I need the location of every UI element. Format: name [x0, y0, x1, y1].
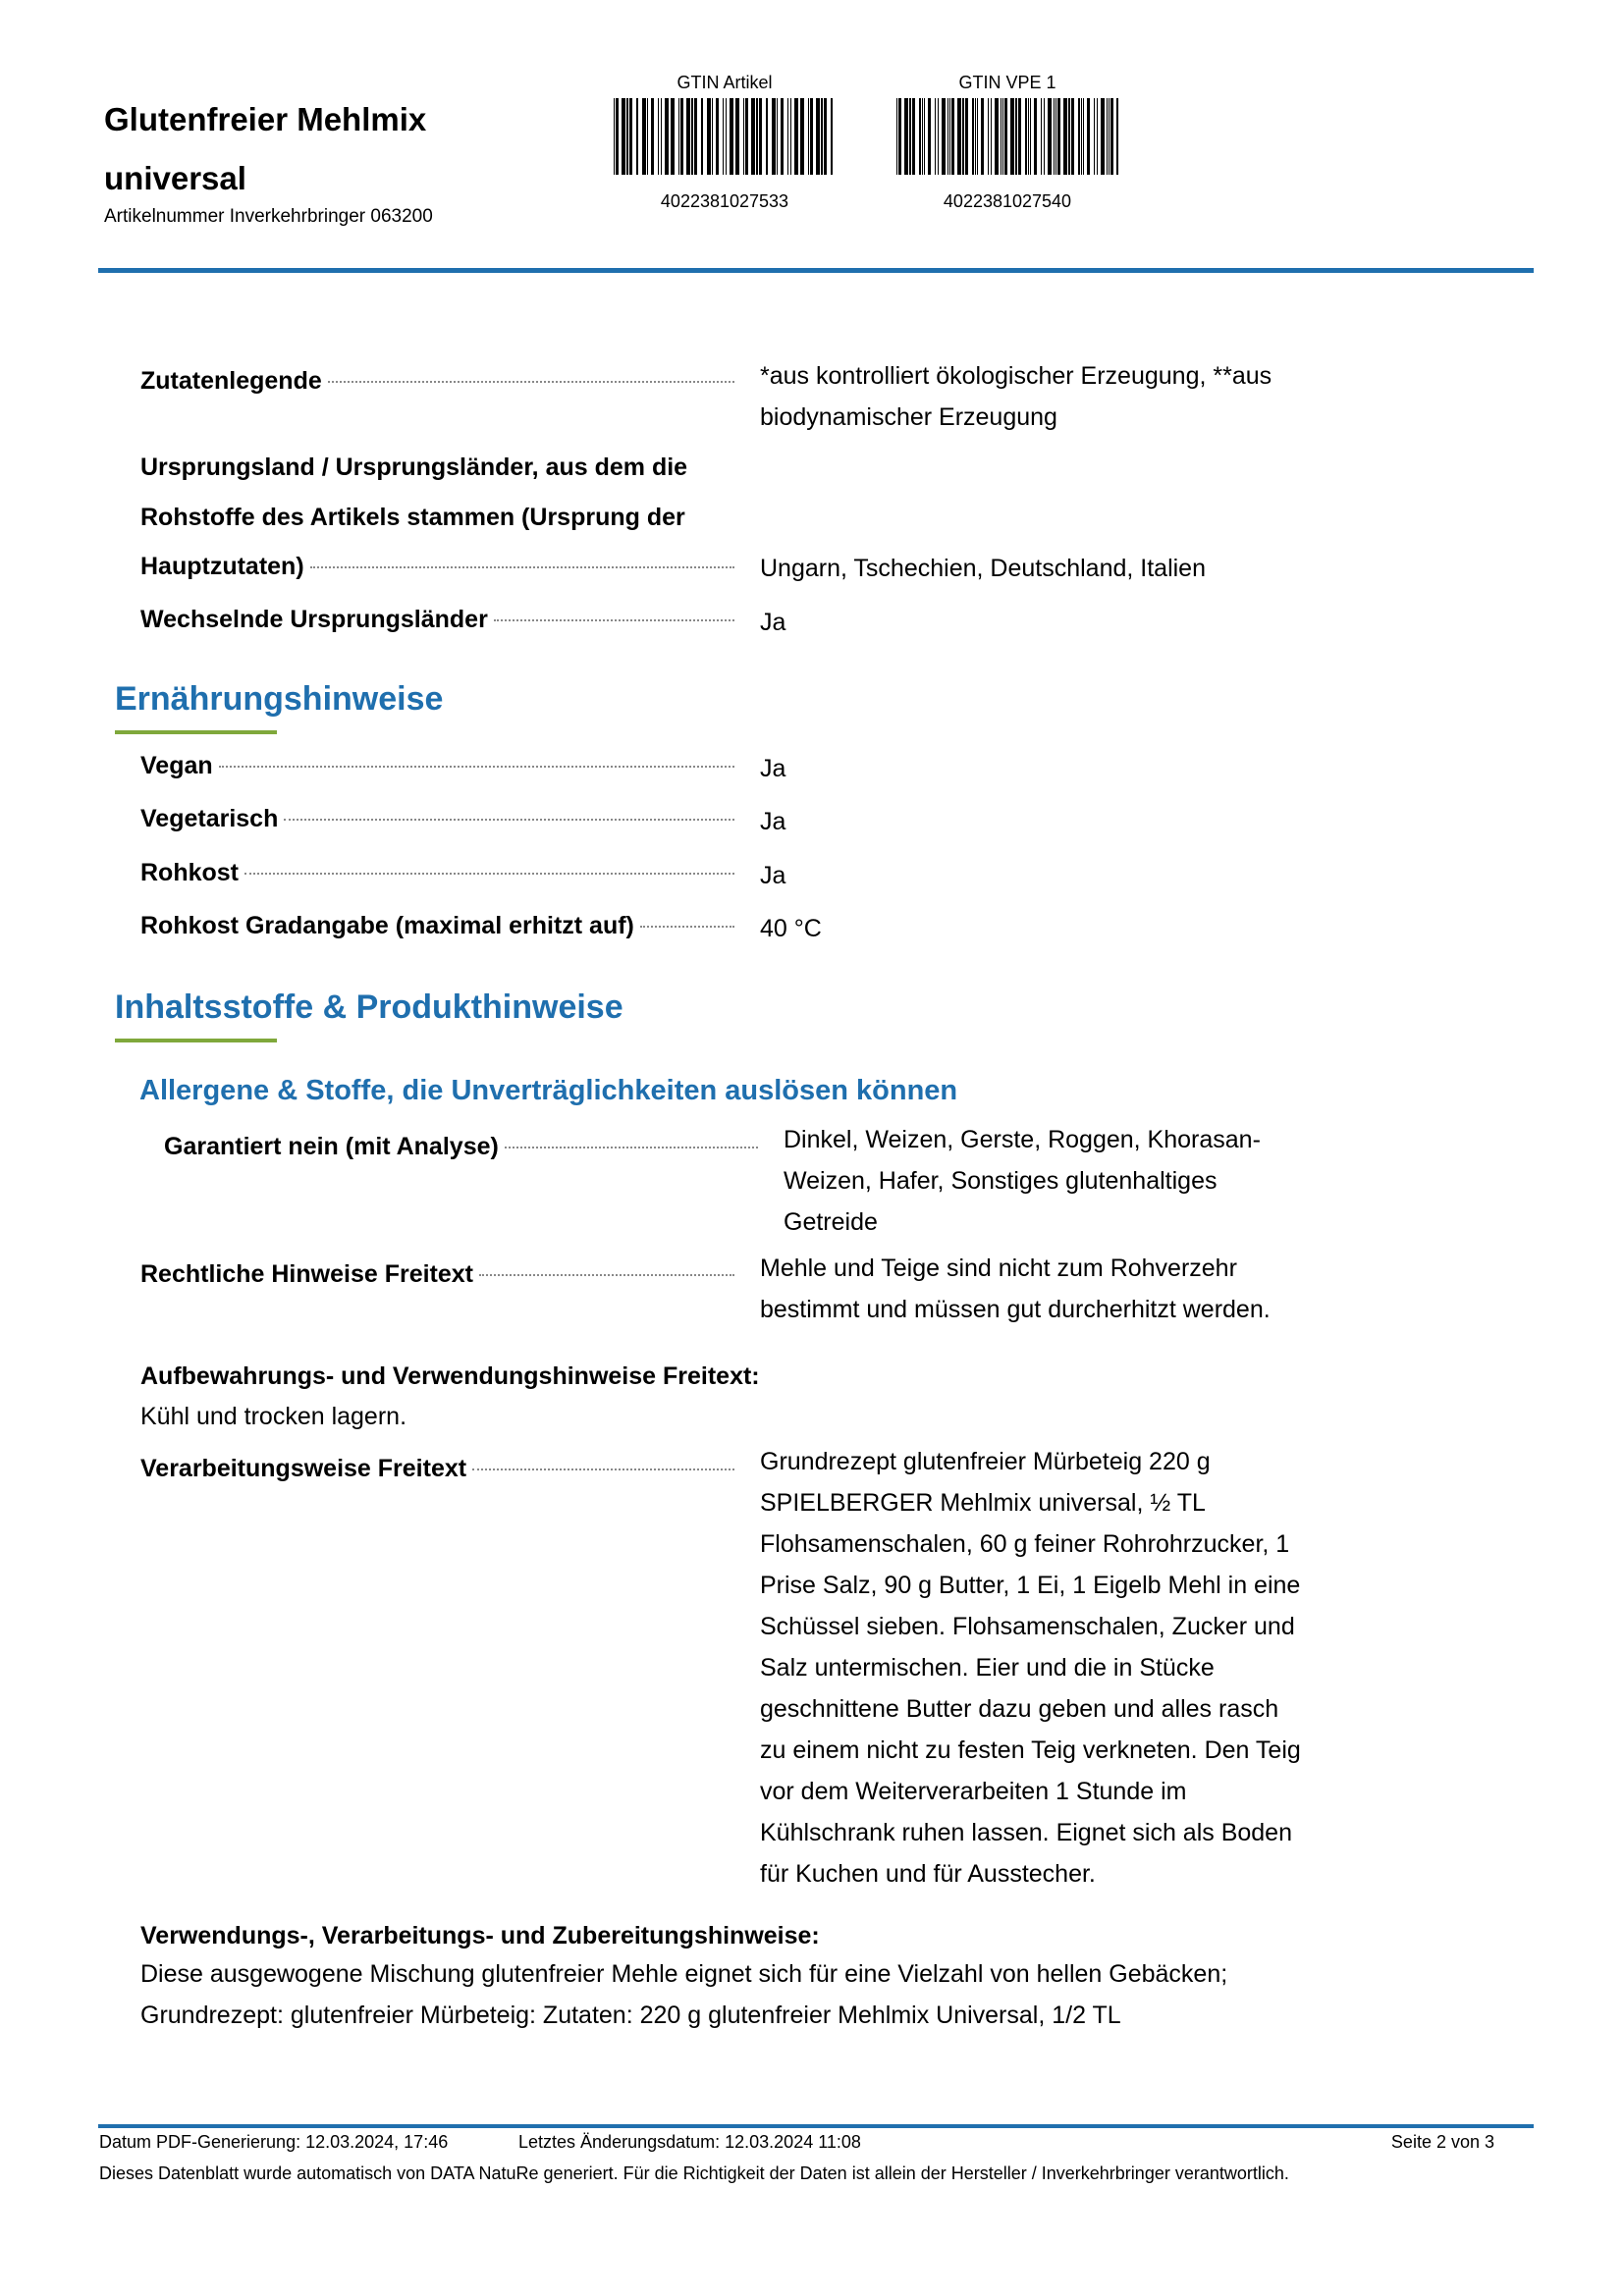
footer-divider: [98, 2124, 1534, 2128]
origin-country-label-row: [140, 550, 734, 583]
processing-line: Salz untermischen. Eier und die in Stücke: [760, 1654, 1215, 1682]
dot-leader: [284, 819, 734, 821]
guaranteed-free-label: Garantiert nein (mit Analyse): [164, 1133, 499, 1160]
processing-row: [140, 1452, 734, 1485]
header-divider: [98, 268, 1534, 273]
nutrition-heading: Ernährungshinweise: [115, 680, 444, 718]
origin-country-label: [140, 443, 690, 543]
processing-line: geschnittene Butter dazu geben und alles rasch: [760, 1695, 1279, 1723]
dot-leader: [640, 926, 734, 928]
nutrition-row: [140, 749, 734, 782]
origin-country-label-line3: Hauptzutaten): [140, 553, 304, 580]
processing-value: [760, 1441, 1349, 1895]
ingredients-heading-underline: [115, 1039, 277, 1042]
nutrition-heading-underline: [115, 730, 277, 734]
article-number: Artikelnummer Inverkehrbringer 063200: [104, 206, 433, 227]
nutrition-value-vegetarian: Ja: [760, 808, 786, 835]
nutrition-label-vegan: Vegan: [140, 752, 213, 779]
processing-line: Flohsamenschalen, 60 g feiner Rohrohrzucker, 1: [760, 1530, 1290, 1558]
guaranteed-free-value-line1: Dinkel, Weizen, Gerste, Roggen, Khorasan-: [784, 1126, 1261, 1153]
processing-line: zu einem nicht zu festen Teig verkneten. Den Teig: [760, 1736, 1301, 1764]
ingredients-heading: Inhaltsstoffe & Produkthinweise: [115, 988, 623, 1026]
product-title: [104, 90, 536, 208]
processing-line: Kühlschrank ruhen lassen. Eignet sich als Boden: [760, 1819, 1292, 1846]
processing-line: für Kuchen und für Ausstecher.: [760, 1860, 1096, 1888]
barcode-vpe-label: GTIN VPE 1: [958, 73, 1056, 92]
dot-leader: [328, 381, 734, 383]
processing-line: Schüssel sieben. Flohsamenschalen, Zucker und: [760, 1613, 1295, 1640]
dot-leader: [472, 1468, 734, 1470]
legal-notes-value: [760, 1248, 1349, 1330]
guaranteed-free-value-line2: Weizen, Hafer, Sonstiges glutenhaltiges: [784, 1167, 1218, 1195]
nutrition-value-raw-degree: 40 °C: [760, 915, 822, 942]
legend-label: Zutatenlegende: [140, 367, 322, 395]
legend-value-line1: *aus kontrolliert ökologischer Erzeugung, **aus: [760, 362, 1272, 390]
guaranteed-free-row: [164, 1130, 758, 1163]
dot-leader: [479, 1274, 734, 1276]
legal-notes-value-line1: Mehle und Teige sind nicht zum Rohverzehr: [760, 1255, 1237, 1282]
origin-country-label-line2: Rohstoffe des Artikels stammen (Ursprung der: [140, 504, 685, 531]
legend-value: [760, 355, 1349, 438]
barcode-article-number: 4022381027533: [660, 191, 789, 211]
usage-value-line1: Diese ausgewogene Mischung glutenfreier Mehle eignet sich für eine Vielzahl von hellen Gebäcken;: [140, 1960, 1228, 1988]
dot-leader: [494, 619, 734, 621]
barcode-article-label: GTIN Artikel: [677, 73, 773, 92]
changing-origin-row: [140, 603, 734, 636]
usage-value-line2: Grundrezept: glutenfreier Mürbeteig: Zutaten: 220 g glutenfreier Mehlmix Universal, 1/2 TL: [140, 2002, 1121, 2029]
storage-value: Kühl und trocken lagern.: [140, 1403, 407, 1430]
storage-label: Aufbewahrungs- und Verwendungshinweise Freitext:: [140, 1362, 760, 1390]
product-title-line2: universal: [104, 160, 246, 196]
nutrition-value-raw: Ja: [760, 862, 786, 889]
nutrition-label-raw-degree: Rohkost Gradangabe (maximal erhitzt auf): [140, 912, 634, 939]
footer-generated-date: Datum PDF-Generierung: 12.03.2024, 17:46: [99, 2132, 449, 2152]
nutrition-row: [140, 802, 734, 835]
processing-label: Verarbeitungsweise Freitext: [140, 1455, 467, 1482]
dot-leader: [219, 766, 734, 768]
guaranteed-free-value: [784, 1119, 1373, 1243]
processing-line: SPIELBERGER Mehlmix universal, ½ TL: [760, 1489, 1206, 1517]
legend-label-row: [140, 364, 734, 398]
legal-notes-value-line2: bestimmt und müssen gut durcherhitzt werden.: [760, 1296, 1271, 1323]
dot-leader: [310, 566, 734, 568]
guaranteed-free-value-line3: Getreide: [784, 1208, 878, 1236]
nutrition-label-vegetarian: Vegetarisch: [140, 805, 279, 832]
changing-origin-label: Wechselnde Ursprungsländer: [140, 606, 488, 633]
barcode-vpe-icon: [894, 98, 1120, 175]
dot-leader: [244, 873, 734, 875]
changing-origin-value: Ja: [760, 609, 786, 636]
footer-changed-date: Letztes Änderungsdatum: 12.03.2024 11:08: [518, 2132, 861, 2152]
nutrition-row: [140, 909, 734, 942]
origin-country-label-line1: Ursprungsland / Ursprungsländer, aus dem die: [140, 454, 688, 481]
footer-disclaimer: Dieses Datenblatt wurde automatisch von DATA NatuRe generiert. Für die Richtigkeit der Daten ist allein der Hersteller / Inverkehrbringer verantwortlich.: [99, 2163, 1289, 2183]
processing-line: vor dem Weiterverarbeiten 1 Stunde im: [760, 1778, 1187, 1805]
usage-label: Verwendungs-, Verarbeitungs- und Zubereitungshinweise:: [140, 1922, 820, 1949]
nutrition-label-raw: Rohkost: [140, 859, 239, 886]
nutrition-row: [140, 856, 734, 889]
origin-country-value: Ungarn, Tschechien, Deutschland, Italien: [760, 555, 1206, 582]
barcode-vpe-number: 4022381027540: [943, 191, 1072, 211]
product-title-line1: Glutenfreier Mehlmix: [104, 101, 427, 137]
allergen-heading: Allergene & Stoffe, die Unverträglichkeiten auslösen können: [139, 1075, 958, 1106]
dot-leader: [505, 1147, 758, 1148]
processing-line: Grundrezept glutenfreier Mürbeteig 220 g: [760, 1448, 1211, 1475]
legal-notes-label: Rechtliche Hinweise Freitext: [140, 1260, 474, 1288]
legal-notes-row: [140, 1257, 734, 1291]
nutrition-value-vegan: Ja: [760, 755, 786, 782]
barcode-article-icon: [612, 98, 838, 175]
footer-page-number: Seite 2 von 3: [1390, 2132, 1494, 2152]
processing-line: Prise Salz, 90 g Butter, 1 Ei, 1 Eigelb Mehl in eine: [760, 1572, 1301, 1599]
legend-value-line2: biodynamischer Erzeugung: [760, 403, 1057, 431]
usage-value: [140, 1953, 1368, 2036]
